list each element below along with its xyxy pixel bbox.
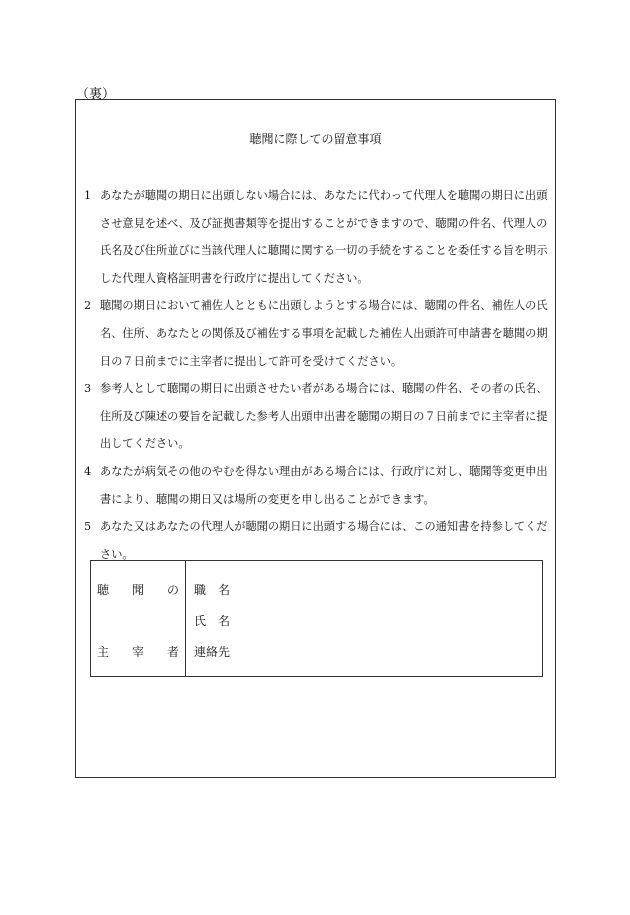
page-title: 聴聞に際しての留意事項 <box>249 132 382 146</box>
list-item <box>84 375 549 458</box>
notes-list <box>84 182 549 568</box>
presiding-officer-label-bottom <box>97 643 179 660</box>
label-char: 聞 <box>131 583 144 597</box>
item-number: 4 <box>84 464 92 478</box>
box-divider <box>185 561 186 676</box>
field-contact: 連絡先 <box>194 645 231 659</box>
label-char: 者 <box>166 645 179 659</box>
list-item <box>84 458 549 513</box>
label-char: 聴 <box>97 583 110 597</box>
item-text: あなたが病気その他のやむを得ない理由がある場合には、行政庁に対し、聴聞等変更申出書により、聴聞の期日又は場所の変更を申し出ることができます。 <box>100 464 548 506</box>
notice-frame <box>75 99 556 778</box>
item-text: あなた又はあなたの代理人が聴聞の期日に出頭する場合には、この通知書を持参してください。 <box>100 520 548 561</box>
list-item <box>84 182 549 292</box>
presiding-officer-box <box>90 560 543 677</box>
item-number: 3 <box>84 382 92 396</box>
field-job-title: 職 名 <box>194 583 231 597</box>
field-name: 氏 名 <box>194 614 231 628</box>
item-number: 2 <box>84 299 92 313</box>
item-number: 5 <box>84 520 92 534</box>
label-char: 宰 <box>131 645 144 659</box>
item-number: 1 <box>84 189 92 202</box>
label-char: の <box>166 583 179 597</box>
back-side-label: （裏） <box>76 87 116 102</box>
list-item <box>84 292 549 375</box>
label-char: 主 <box>97 645 110 659</box>
item-text: あなたが聴聞の期日に出頭しない場合には、あなたに代わって代理人を聴聞の期日に出頭させ意見を述べ、及び証拠書類等を提出することができますので、聴聞の件名、代理人の氏名及び住所並びに当該代理人に聴聞に関する一切の手続をすることを委任する旨を明示した代理人資格証明書を行政庁に提出してください。 <box>100 189 548 285</box>
item-text: 参考人として聴聞の期日に出頭させたい者がある場合には、聴聞の件名、その者の氏名、住所及び陳述の要旨を記載した参考人出頭申出書を聴聞の期日の７日前までに主宰者に提出してください。 <box>100 382 548 451</box>
item-text: 聴聞の期日において補佐人とともに出頭しようとする場合には、聴聞の件名、補佐人の氏名、住所、あなたとの関係及び補佐する事項を記載した補佐人出頭許可申請書を聴聞の期日の７日前までに主宰者に提出して許可を受けてください。 <box>100 299 548 368</box>
presiding-officer-label-top <box>97 581 179 598</box>
